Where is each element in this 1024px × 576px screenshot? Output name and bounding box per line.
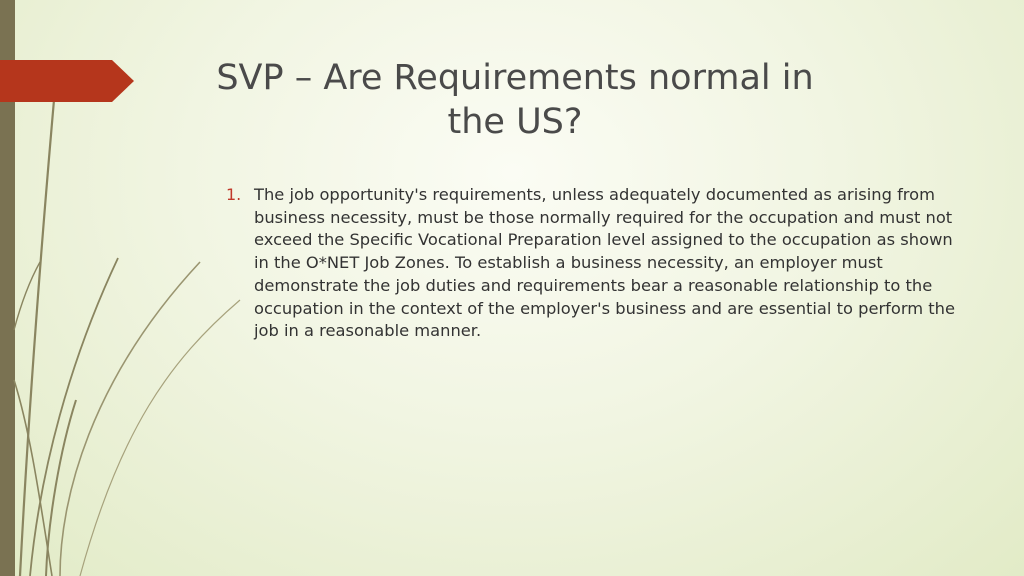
numbered-list xyxy=(226,184,971,343)
slide-title: SVP – Are Requirements normal in the US? xyxy=(216,58,814,142)
list-item-number: 1. xyxy=(226,185,242,204)
list-item xyxy=(226,184,971,343)
red-arrow-tab xyxy=(0,60,134,102)
list-item-text: The job opportunity's requirements, unless adequately documented as arising from business necessity, must be those normally required for the occupation and must not exceed the Specific Vocational Preparation level assigned to the occupation as shown in the O*NET Job Zones. To establish a business necessity, an employer must demonstrate the job duties and requirements bear a reasonable relationship to the occupation in the context of the employer's business and are essential to perform the job in a reasonable manner. xyxy=(254,185,956,341)
